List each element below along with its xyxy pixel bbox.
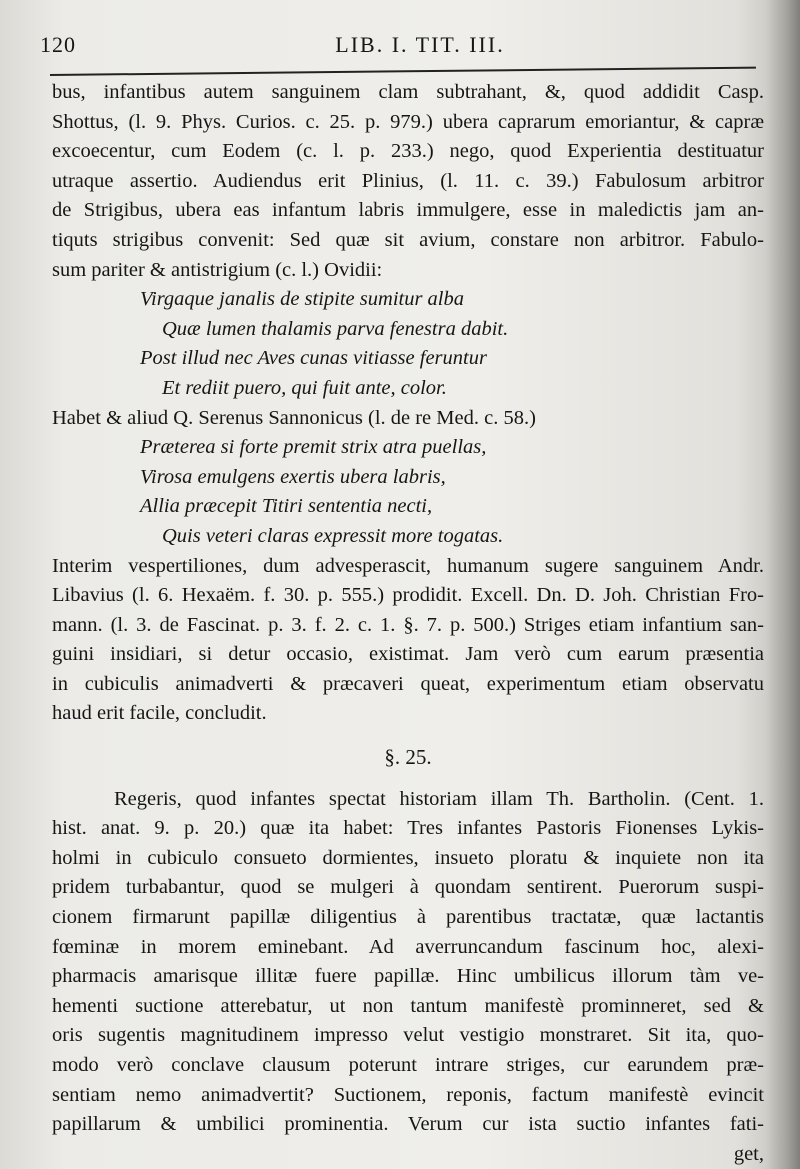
text-line: hementi suctione atterebatur, ut non tantum manifestè prominneret, sed & bbox=[52, 994, 764, 1017]
page-number: 120 bbox=[40, 32, 76, 57]
text-line: haud erit facile, concludit. bbox=[52, 702, 267, 725]
page-header bbox=[40, 30, 760, 64]
text-line: holmi in cubiculo consueto dormientes, insueto ploratu & inquiete non ita bbox=[52, 846, 764, 869]
text-line: Interim vespertiliones, dum advesperascit, humanum sugere sanguinem Andr. bbox=[52, 554, 764, 577]
text-line: excoecentur, cum Eodem (c. l. p. 233.) nego, quod Experientia destituatur bbox=[52, 140, 764, 163]
text-line: pridem turbabantur, quod se mulgeri à quondam sentirent. Puerorum suspi- bbox=[52, 876, 764, 899]
text-line: Habet & aliud Q. Serenus Sannonicus (l. de re Med. c. 58.) bbox=[52, 406, 536, 429]
text-line: Libavius (l. 6. Hexaëm. f. 30. p. 555.) prodidit. Excell. Dn. D. Joh. Christian Fro- bbox=[52, 584, 764, 607]
verse-line: Quis veteri claras expressit more togatas. bbox=[162, 524, 504, 547]
running-title: LIB. I. TIT. III. bbox=[335, 32, 505, 57]
text-line: sum pariter & antistrigium (c. l.) Ovidii: bbox=[52, 258, 383, 281]
text-line: bus, infantibus autem sanguinem clam subtrahant, &, quod addidit Casp. bbox=[52, 81, 764, 103]
verse-line: Præterea si forte premit strix atra puellas, bbox=[140, 436, 487, 459]
text-line: modo verò conclave clausum poterunt intrare striges, cur earundem præ- bbox=[52, 1054, 764, 1076]
body-text bbox=[52, 78, 764, 1169]
verse-line: Virosa emulgens exertis ubera labris, bbox=[140, 465, 446, 488]
verse-line: Post illud nec Aves cunas vitiasse feruntur bbox=[140, 347, 487, 370]
text-line: sentiam nemo animadvertit? Suctionem, reponis, factum manifestè evincit bbox=[52, 1083, 764, 1106]
header-rule bbox=[50, 67, 756, 76]
text-line: mann. (l. 3. de Fascinat. p. 3. f. 2. c. 1. §. 7. p. 500.) Striges etiam infantium san- bbox=[52, 613, 764, 636]
verse-line: Virgaque janalis de stipite sumitur alba bbox=[140, 288, 465, 311]
section-heading: §. 25. bbox=[384, 745, 432, 770]
catchword: get, bbox=[733, 1142, 764, 1165]
verse-line: Quæ lumen thalamis parva fenestra dabit. bbox=[162, 317, 509, 340]
page-gutter-shadow bbox=[766, 0, 800, 1169]
text-line: fœminæ in morem eminebant. Ad averruncandum fascinum hoc, alexi- bbox=[52, 935, 764, 958]
text-line: papillarum & umbilici prominentia. Verum cur ista suctio infantes fati- bbox=[52, 1113, 764, 1136]
verse-line: Allia præcepit Titiri sententia necti, bbox=[140, 495, 433, 518]
text-line: tiquts strigibus convenit: Sed quæ sit avium, constare non arbitror. Fabulo- bbox=[52, 228, 764, 251]
text-line: Regeris, quod infantes spectat historiam illam Th. Bartholin. (Cent. 1. bbox=[114, 787, 764, 810]
text-line: in cubiculis animadverti & præcaveri queat, experimentum etiam observatu bbox=[52, 672, 764, 695]
text-line: de Strigibus, ubera eas infantum labris immulgere, esse in maledictis jam an- bbox=[52, 199, 764, 222]
text-line: cionem firmarunt papillæ diligentius à parentibus tractatæ, quæ lactantis bbox=[52, 906, 764, 929]
text-line: hist. anat. 9. p. 20.) quæ ita habet: Tres infantes Pastoris Fionenses Lykis- bbox=[52, 817, 764, 840]
text-line: guini insidiari, si detur occasio, existimat. Jam verò cum earum præsentia bbox=[52, 643, 764, 666]
text-line: Shottus, (l. 9. Phys. Curios. c. 25. p. 979.) ubera caprarum emoriantur, & capræ bbox=[52, 110, 764, 133]
text-line: pharmacis amarisque illitæ fuere papillæ. Hinc umbilicus illorum tàm ve- bbox=[52, 965, 764, 988]
text-line: oris sugentis magnitudinem impresso velut vestigio monstraret. Sit ita, quo- bbox=[52, 1024, 764, 1047]
text-line: utraque assertio. Audiendus erit Plinius, (l. 11. c. 39.) Fabulosum arbitror bbox=[52, 169, 764, 192]
verse-line: Et rediit puero, qui fuit ante, color. bbox=[162, 376, 447, 399]
